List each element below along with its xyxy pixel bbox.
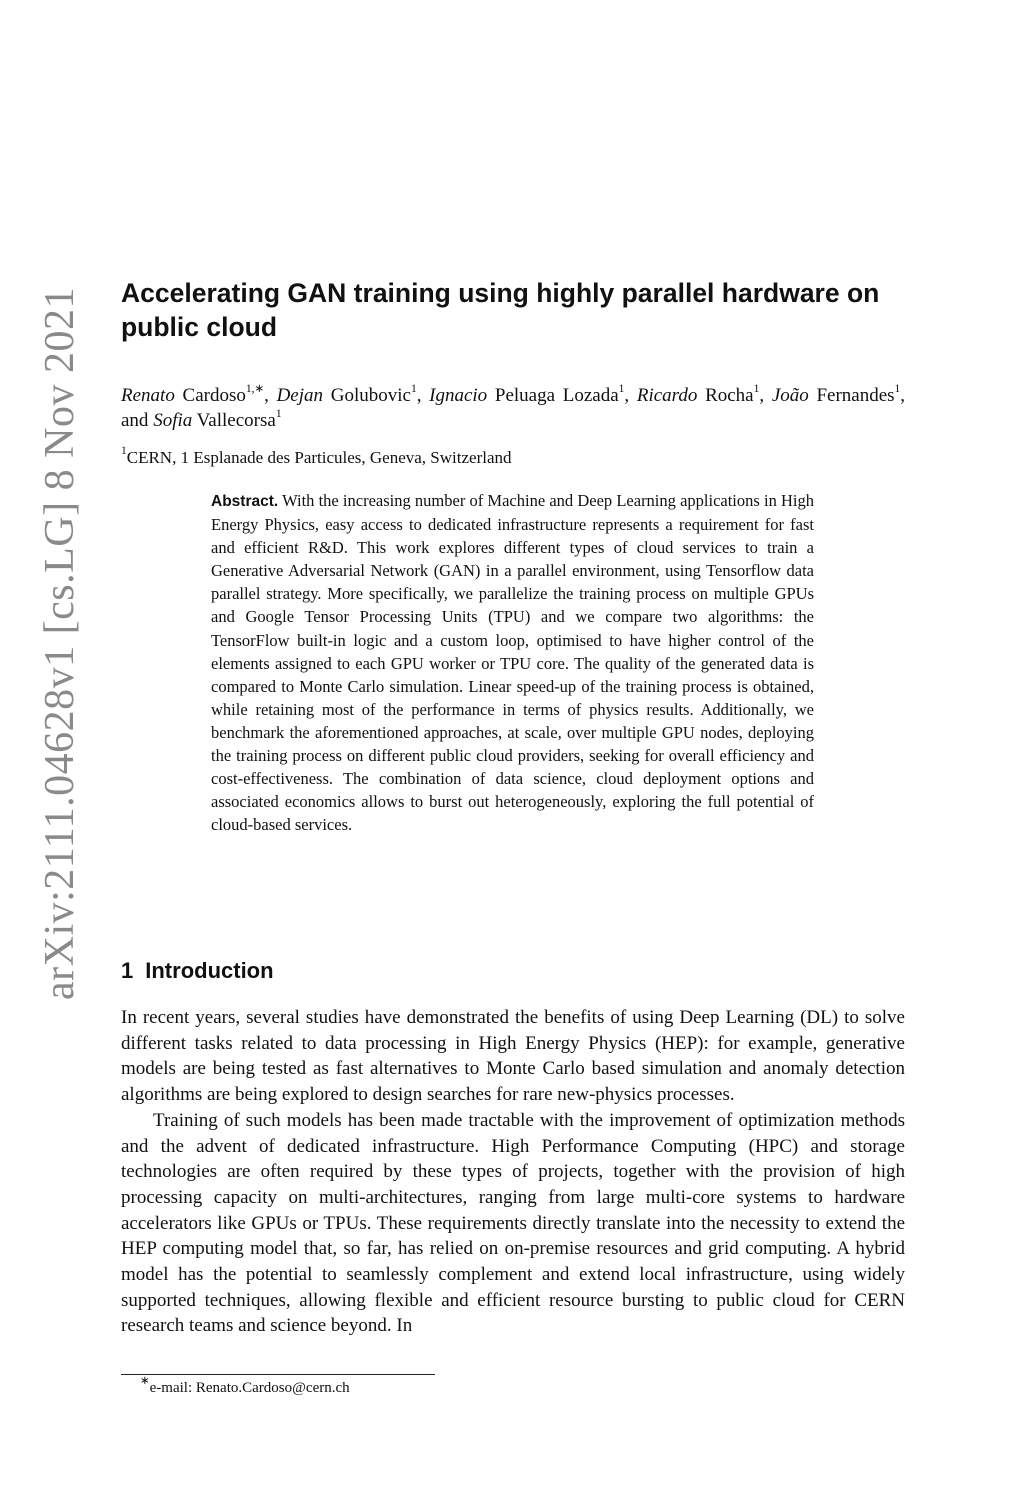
- author-separator: ,: [759, 385, 772, 406]
- author-entry: [153, 407, 282, 431]
- author-given-name: Ricardo: [636, 385, 698, 406]
- author-given-name: Ignacio: [429, 385, 488, 406]
- body-paragraph: Training of such models has been made tractable with the improvement of optimization methods and the advent of dedicated infrastructure. High Performance Computing (HPC) and storage technologies are often required by these types of projects, together with the provision of high processing capacity on multi-architectures, ranging from large multi-core systems to hardware accelerators like GPUs or TPUs. These requirements directly translate into the necessity to extend the HEP computing model that, so far, has relied on on-premise resources and grid computing. A hybrid model has the potential to seamlessly complement and extend local infrastructure, using widely supported techniques, allowing flexible and efficient resource bursting to public cloud for CERN research teams and science beyond. In: [121, 1109, 905, 1337]
- author-given-name: Dejan: [276, 385, 324, 406]
- author-list: [121, 383, 905, 433]
- author-separator: ,: [264, 385, 277, 406]
- author-entry: [429, 382, 637, 406]
- author-family-name: Rocha: [705, 385, 754, 406]
- paper-title: Accelerating GAN training using highly parallel hardware on public cloud: [121, 278, 880, 342]
- author-entry: [276, 382, 430, 406]
- author-affiliation-mark: 1,∗: [245, 382, 265, 395]
- author-affiliation-mark: 1: [753, 382, 760, 395]
- affiliation-text: CERN, 1 Esplanade des Particules, Geneva, Switzerland: [126, 448, 512, 467]
- author-family-name: Peluaga Lozada: [494, 385, 619, 406]
- footnote-mark: ∗: [140, 1375, 150, 1387]
- footnote-divider: [121, 1374, 435, 1375]
- abstract-text: With the increasing number of Machine and Deep Learning applications in High Energy Physics, easy access to dedicated infrastructure represents a requirement for fast and efficient R&D. This work explores different types of cloud services to train a Generative Adversarial Network (GAN) in a parallel environment, using Tensorflow data parallel strategy. More specifically, we parallelize the training process on multiple GPUs and Google Tensor Processing Units (TPU) and we compare two algorithms: the TensorFlow built-in logic and a custom loop, optimised to have higher control of the elements assigned to each GPU worker or TPU core. The quality of the generated data is compared to Monte Carlo simulation. Linear speed-up of the training process is obtained, while retaining most of the performance in terms of physics results. Additionally, we benchmark the aforementioned approaches, at scale, over multiple GPU nodes, deploying the training process on different public cloud providers, seeking for overall efficiency and cost-effectiveness. The combination of data science, cloud deployment options and associated economics allows to burst out heterogeneously, exploring the full potential of cloud-based services.: [211, 491, 815, 835]
- author-affiliation-mark: 1: [410, 382, 417, 395]
- author-affiliation-mark: 1: [618, 382, 625, 395]
- author-family-name: Vallecorsa: [196, 410, 276, 431]
- author-given-name: João: [771, 385, 809, 406]
- author-entry: [121, 382, 277, 406]
- body-paragraph: In recent years, several studies have demonstrated the benefits of using Deep Learning (DL) to solve different tasks related to data processing in High Energy Physics (HEP): for example, generative models are being tested as fast alternatives to Monte Carlo based simulation and anomaly detection algorithms are being explored to design searches for rare new-physics processes.: [121, 1007, 905, 1106]
- author-family-name: Cardoso: [182, 385, 246, 406]
- abstract: [211, 489, 814, 836]
- section-title: Introduction: [145, 958, 274, 983]
- author-affiliation-mark: 1: [894, 382, 901, 395]
- footnote-text: e-mail: Renato.Cardoso@cern.ch: [149, 1380, 350, 1396]
- author-given-name: Sofia: [153, 410, 193, 431]
- author-separator: ,: [624, 385, 637, 406]
- arxiv-identifier-stamp: arXiv:2111.04628v1 [cs.LG] 8 Nov 2021: [37, 287, 83, 1000]
- affiliation: [121, 446, 905, 470]
- author-entry: [636, 382, 772, 406]
- section-heading: [121, 957, 274, 985]
- abstract-label: Abstract.: [211, 493, 279, 510]
- author-family-name: Golubovic: [330, 385, 411, 406]
- author-family-name: Fernandes: [816, 385, 895, 406]
- author-affiliation-mark: 1: [275, 407, 282, 420]
- section-number: 1: [121, 958, 134, 983]
- author-given-name: Renato: [121, 385, 175, 406]
- affiliation-mark: 1: [121, 445, 127, 458]
- author-separator: ,: [416, 385, 430, 406]
- author-separator: , and: [121, 385, 906, 431]
- footnote: [140, 1375, 350, 1398]
- section-body: [121, 1005, 905, 1339]
